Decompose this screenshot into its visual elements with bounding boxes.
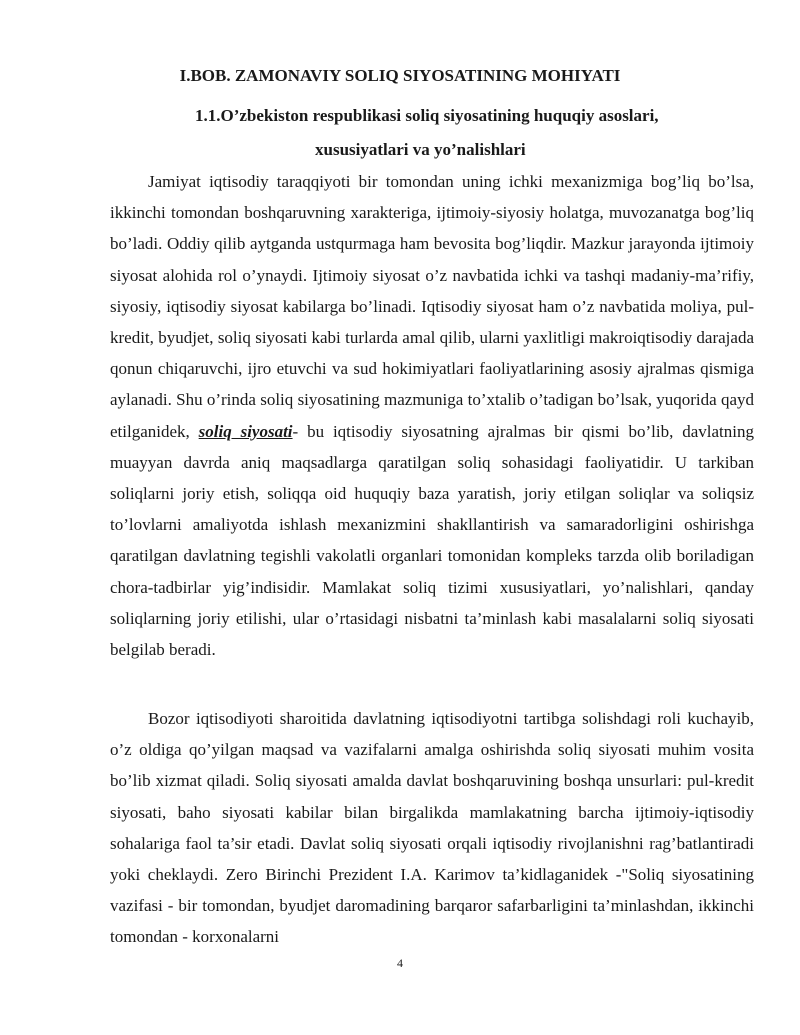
key-term: soliq siyosati xyxy=(198,421,293,441)
paragraph-1-text-end: - bu iqtisodiy siyosatning ajralmas bir qismi bo’lib, davlatning muayyan davrda aniq maqsadlarga qaratilgan soliq sohasidagi faoliyatidir. U tarkiban soliqlarni joriy etish, soliqqa oid huquqiy baza yaratish, joriy etilgan soliqlar va soliqsiz to’lovlarni amaliyotda ishlash mexanizmini shakllantirish va samaradorligini oshirishga qaratilgan davlatning tegishli vakolatli organlari tomonidan kompleks tarzda olib boriladigan chora-tadbirlar yig’indisidir. Mamlakat soliq tizimi xususiyatlari, yo’nalishlari, qanday soliqlarning joriy etilishi, ular o’rtasidagi nisbatni ta’minlash kabi masalalarni soliq siyosati belgilab beradi. xyxy=(110,421,754,660)
section-title-continued: xususiyatlari va yo’nalishlari xyxy=(315,140,526,159)
paragraph-2: Bozor iqtisodiyoti sharoitida davlatning iqtisodiyotni tartibga solishdagi roli kuchayib, o’z oldiga qo’yilgan maqsad va vazifalarni amalga oshirishda soliq siyosati muhim vosita bo’lib xizmat qiladi. Soliq siyosati amalda davlat boshqaruvining boshqa unsurlari: pul-kredit siyosati, baho siyosati kabilar bilan birgalikda mamlakatning barcha ijtimoiy-iqtisodiy sohalariga faol ta’sir etadi. Davlat soliq siyosati orqali iqtisodiy rivojlanishni rag’batlantiradi yoki cheklaydi. Zero Birinchi Prezident I.A. Karimov ta’kidlaganidek -"Soliq siyosatining vazifasi - bir tomondan, byudjet daromadining barqaror safarbarligini ta’minlashdan, ikkinchi tomondan - korxonalarni xyxy=(110,709,754,947)
paragraph-1 xyxy=(110,166,754,665)
chapter-title: I.BOB. ZAMONAVIY SOLIQ SIYOSATINING MOHIYATI xyxy=(179,66,621,85)
paragraph-1-text-start: Jamiyat iqtisodiy taraqqiyoti bir tomondan uning ichki mexanizmiga bog’liq bo’lsa, ikkinchi tomondan boshqaruvning xarakteriga, ijtimoiy-siyosiy holatga, muvozanatga bog’liq bo’ladi. Oddiy qilib aytganda ustqurmaga ham bevosita bog’liqdir. Mazkur jarayonda ijtimoiy siyosat alohida rol o’ynaydi. Ijtimoiy siyosat o’z navbatida ichki va tashqi madaniy-ma’rifiy, siyosiy, iqtisodiy siyosat kabilarga bo’linadi. Iqtisodiy siyosat ham o’z navbatida moliya, pul-kredit, byudjet, soliq siyosati kabi turlarda amal qilib, ularni yaxlitligi makroiqtisodiy darajada qonun chiqaruvchi, ijro etuvchi va sud hokimiyatlari faoliyatlarining asosiy ajralmas qismiga aylanadi. Shu o’rinda soliq siyosatining mazmuniga to’xtalib o’tadigan bo’lsak, yuqorida qayd etilganidek, xyxy=(110,172,754,441)
section-title: 1.1.O’zbekiston respublikasi soliq siyosatining huquqiy asoslari, xyxy=(195,106,659,125)
page-number: 4 xyxy=(397,956,403,970)
